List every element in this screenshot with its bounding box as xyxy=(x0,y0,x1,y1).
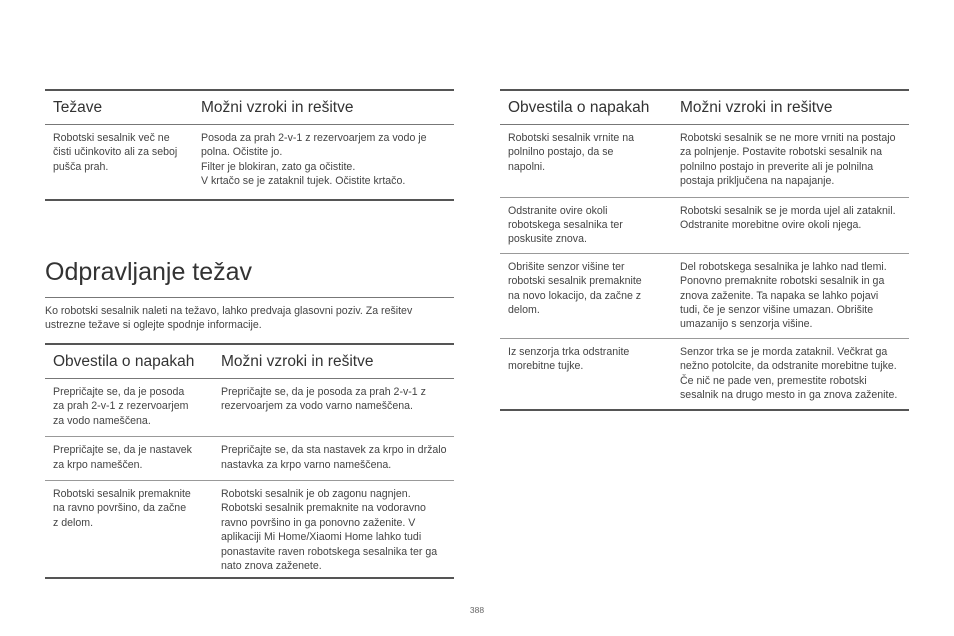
table-row xyxy=(45,437,454,481)
table-error-messages-right xyxy=(500,89,909,411)
intro-text: Ko robotski sesalnik naleti na težavo, lahko predvaja glasovni poziv. Za rešitev ustrezne težave si oglejte spodnje informacije. xyxy=(45,297,454,333)
row-solution: Robotski sesalnik se ne more vrniti na postajo za polnjenje. Postavite robotski sesalnik na polnilno postajo in preverite ali je polnilna postaja priključena na napajanje. xyxy=(680,132,896,188)
row-problem: Robotski sesalnik premaknite na ravno površino, da začne z delom. xyxy=(53,488,191,529)
table-row xyxy=(500,254,909,339)
row-solution: Senzor trka se je morda zataknil. Večkrat ga nežno potolcite, da odstranite morebitne tujke. Če nič ne pade ven, premestite robotski sesalnik na drugo mesto in ga znova zaženite. xyxy=(680,345,898,402)
table-row xyxy=(500,125,909,198)
table-header xyxy=(500,89,909,125)
row-solution: Robotski sesalnik je ob zagonu nagnjen. Robotski sesalnik premaknite na vodoravno ravno površino in ga ponovno zaženite. V aplikaciji Mi Home/Xiaomi Home lahko tudi ponastavite raven robotskega sesalnika ter ga nato znova zaženete. xyxy=(221,488,438,573)
header-problems: Težave xyxy=(53,99,103,116)
table-row xyxy=(45,379,454,437)
table-header xyxy=(45,89,454,125)
row-problem: Obrišite senzor višine ter robotski sesalnik premaknite na novo lokacijo, da začne z delom. xyxy=(508,260,642,317)
table-error-messages-left xyxy=(45,343,454,579)
row-solution: Prepričajte se, da sta nastavek za krpo in držalo nastavka za krpo varno nameščena. xyxy=(221,444,447,471)
header-causes: Možni vzroki in rešitve xyxy=(680,99,833,116)
row-problem: Iz senzorja trka odstranite morebitne tujke. xyxy=(508,345,630,373)
header-error-messages: Obvestila o napakah xyxy=(508,99,650,116)
header-causes: Možni vzroki in rešitve xyxy=(221,353,374,370)
page-title: Odpravljanje težav xyxy=(45,258,253,286)
table-row xyxy=(45,481,454,579)
row-solution: Del robotskega sesalnika je lahko nad tlemi. Ponovno premaknite robotski sesalnik in ga znova zaženite. Ta napaka se lahko pojavi tudi, če je senzor višine umazan. Obrišite umazanijo s senzorja višine. xyxy=(680,260,887,331)
table-row xyxy=(500,198,909,254)
row-problem: Robotski sesalnik več ne čisti učinkovito ali za seboj pušča prah. xyxy=(53,132,178,173)
table-row xyxy=(45,125,454,201)
row-solution: Prepričajte se, da je posoda za prah 2-v-1 z rezervoarjem za vodo varno nameščena. xyxy=(221,386,426,413)
header-error-messages: Obvestila o napakah xyxy=(53,353,195,370)
row-solution: Posoda za prah 2-v-1 z rezervoarjem za vodo je polna. Očistite jo. Filter je blokiran, zato ga očistite. V krtačo se je zataknil tujek. Očistite krtačo. xyxy=(201,132,427,188)
row-problem: Prepričajte se, da je nastavek za krpo nameščen. xyxy=(53,444,192,471)
page-number: 388 xyxy=(469,605,485,615)
table-problems xyxy=(45,89,454,201)
table-header xyxy=(45,343,454,379)
header-causes: Možni vzroki in rešitve xyxy=(201,99,354,116)
row-problem: Robotski sesalnik vrnite na polnilno postajo, da se napolni. xyxy=(508,132,635,173)
row-problem: Prepričajte se, da je posoda za prah 2-v-1 z rezervoarjem za vodo nameščena. xyxy=(53,386,189,427)
table-row xyxy=(500,339,909,411)
row-problem: Odstranite ovire okoli robotskega sesalnika ter poskusite znova. xyxy=(508,204,623,246)
row-solution: Robotski sesalnik se je morda ujel ali zataknil. Odstranite morebitne ovire okoli njega. xyxy=(680,204,896,232)
